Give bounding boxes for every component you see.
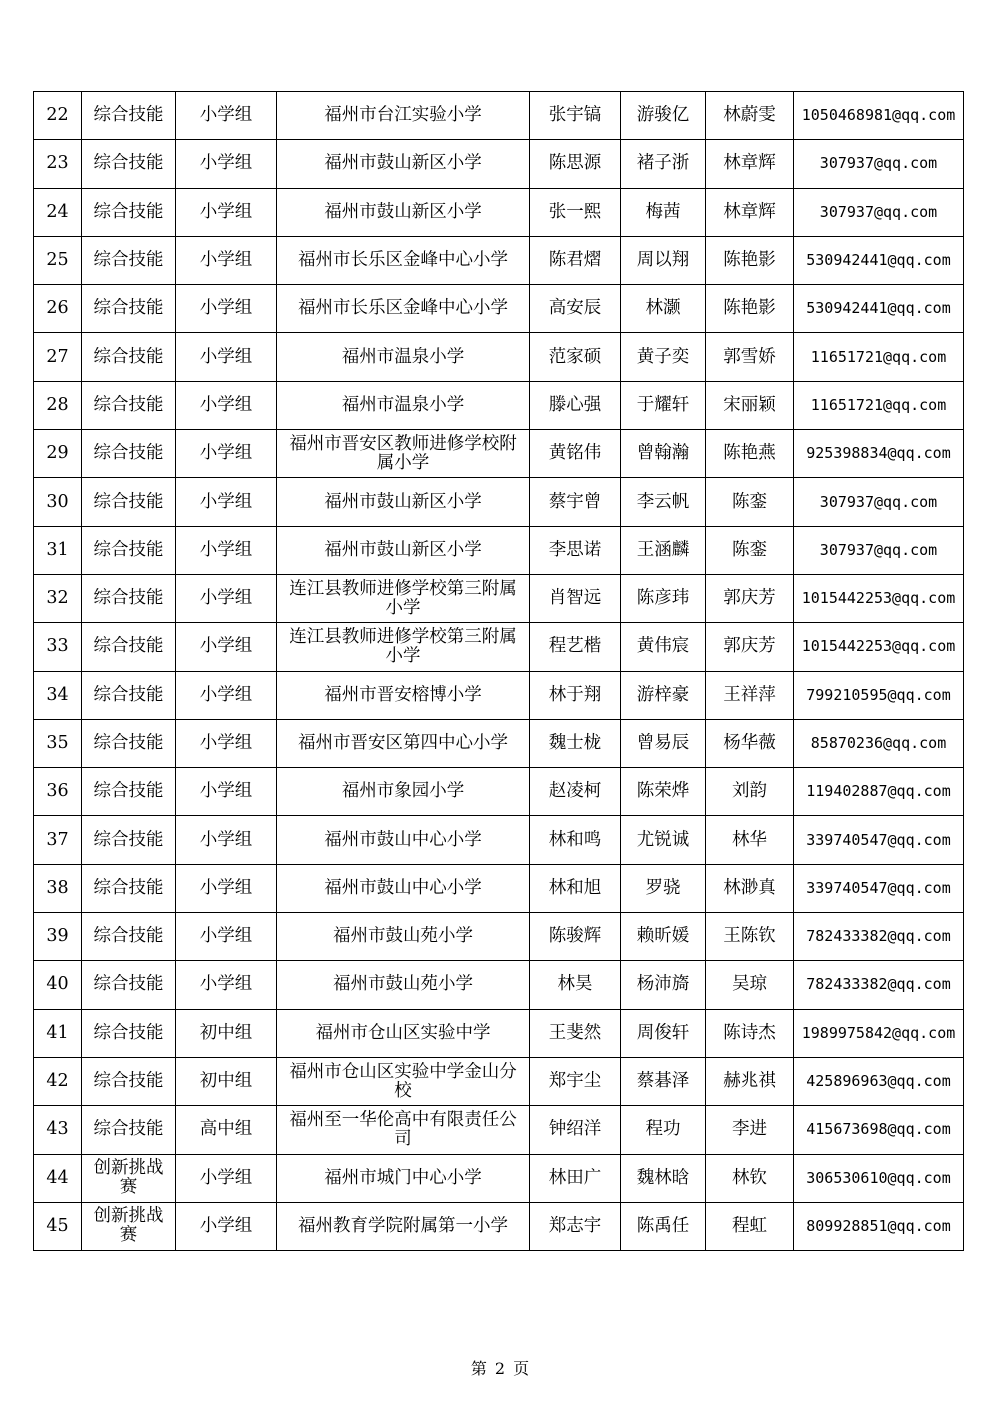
cell-member2: 程功: [621, 1106, 706, 1154]
table-row: [34, 1154, 964, 1202]
cell-no: 40: [34, 961, 82, 1009]
cell-school: 福州市鼓山中心小学: [277, 864, 530, 912]
cell-no: 32: [34, 574, 82, 622]
cell-category: 综合技能: [82, 478, 176, 526]
cell-member1: 陈君熠: [530, 236, 621, 284]
cell-email: 782433382@qq.com: [794, 961, 964, 1009]
cell-email: 782433382@qq.com: [794, 913, 964, 961]
cell-category: 综合技能: [82, 1009, 176, 1057]
table-row: [34, 285, 964, 333]
cell-member2: 赖昕媛: [621, 913, 706, 961]
cell-member2: 陈禹任: [621, 1202, 706, 1250]
table-row: [34, 1202, 964, 1250]
cell-email: 339740547@qq.com: [794, 816, 964, 864]
cell-teacher: 吴琼: [706, 961, 794, 1009]
cell-school: 福州市城门中心小学: [277, 1154, 530, 1202]
cell-group: 小学组: [176, 961, 277, 1009]
cell-category: 综合技能: [82, 140, 176, 188]
cell-no: 30: [34, 478, 82, 526]
cell-school: 福州教育学院附属第一小学: [277, 1202, 530, 1250]
cell-group: 小学组: [176, 478, 277, 526]
cell-member2: 曾易辰: [621, 719, 706, 767]
cell-group: 小学组: [176, 333, 277, 381]
table-row: [34, 236, 964, 284]
cell-teacher: 陈艳影: [706, 236, 794, 284]
table-row: [34, 623, 964, 671]
cell-group: 小学组: [176, 574, 277, 622]
cell-email: 307937@qq.com: [794, 478, 964, 526]
cell-school: 福州市温泉小学: [277, 333, 530, 381]
cell-group: 小学组: [176, 1154, 277, 1202]
cell-teacher: 赫兆祺: [706, 1057, 794, 1105]
cell-email: 307937@qq.com: [794, 188, 964, 236]
cell-school: 福州市鼓山苑小学: [277, 913, 530, 961]
cell-no: 25: [34, 236, 82, 284]
cell-member1: 程艺楷: [530, 623, 621, 671]
cell-no: 42: [34, 1057, 82, 1105]
table-row: [34, 719, 964, 767]
cell-member1: 钟绍洋: [530, 1106, 621, 1154]
table-row: [34, 913, 964, 961]
cell-group: 小学组: [176, 381, 277, 429]
cell-school: 福州市晋安榕博小学: [277, 671, 530, 719]
cell-category: 综合技能: [82, 623, 176, 671]
cell-member1: 王斐然: [530, 1009, 621, 1057]
cell-member1: 郑志宇: [530, 1202, 621, 1250]
cell-group: 小学组: [176, 140, 277, 188]
cell-email: 11651721@qq.com: [794, 333, 964, 381]
cell-category: 综合技能: [82, 864, 176, 912]
cell-no: 33: [34, 623, 82, 671]
cell-school: 福州市鼓山新区小学: [277, 526, 530, 574]
table-row: [34, 92, 964, 140]
table-row: [34, 574, 964, 622]
cell-member1: 滕心强: [530, 381, 621, 429]
cell-member1: 张一熙: [530, 188, 621, 236]
cell-member1: 肖智远: [530, 574, 621, 622]
cell-category: 创新挑战赛: [82, 1154, 176, 1202]
cell-member1: 高安辰: [530, 285, 621, 333]
cell-school: 连江县教师进修学校第三附属小学: [277, 623, 530, 671]
cell-email: 119402887@qq.com: [794, 768, 964, 816]
cell-teacher: 林渺真: [706, 864, 794, 912]
table-row: [34, 333, 964, 381]
cell-category: 综合技能: [82, 671, 176, 719]
cell-group: 小学组: [176, 1202, 277, 1250]
cell-member1: 陈思源: [530, 140, 621, 188]
cell-school: 福州至一华伦高中有限责任公司: [277, 1106, 530, 1154]
cell-school: 福州市鼓山苑小学: [277, 961, 530, 1009]
cell-category: 综合技能: [82, 913, 176, 961]
cell-teacher: 林章辉: [706, 188, 794, 236]
cell-member1: 郑宇尘: [530, 1057, 621, 1105]
cell-no: 29: [34, 430, 82, 478]
cell-member1: 林田广: [530, 1154, 621, 1202]
cell-email: 307937@qq.com: [794, 526, 964, 574]
cell-category: 综合技能: [82, 285, 176, 333]
cell-member2: 陈彦玮: [621, 574, 706, 622]
cell-category: 综合技能: [82, 188, 176, 236]
cell-category: 综合技能: [82, 333, 176, 381]
cell-category: 综合技能: [82, 1057, 176, 1105]
cell-school: 福州市晋安区第四中心小学: [277, 719, 530, 767]
cell-school: 福州市台江实验小学: [277, 92, 530, 140]
cell-member2: 陈荣烨: [621, 768, 706, 816]
cell-category: 综合技能: [82, 236, 176, 284]
cell-teacher: 郭庆芳: [706, 574, 794, 622]
cell-group: 小学组: [176, 768, 277, 816]
cell-member1: 李思诺: [530, 526, 621, 574]
table-row: [34, 430, 964, 478]
cell-teacher: 陈銮: [706, 478, 794, 526]
table-row: [34, 1009, 964, 1057]
cell-teacher: 郭雪娇: [706, 333, 794, 381]
cell-member1: 范家硕: [530, 333, 621, 381]
cell-school: 福州市晋安区教师进修学校附属小学: [277, 430, 530, 478]
cell-school: 福州市鼓山中心小学: [277, 816, 530, 864]
cell-member2: 魏林晗: [621, 1154, 706, 1202]
cell-teacher: 王陈钦: [706, 913, 794, 961]
cell-category: 综合技能: [82, 574, 176, 622]
cell-category: 综合技能: [82, 430, 176, 478]
cell-teacher: 刘韵: [706, 768, 794, 816]
cell-no: 36: [34, 768, 82, 816]
cell-category: 综合技能: [82, 92, 176, 140]
cell-teacher: 杨华薇: [706, 719, 794, 767]
cell-teacher: 郭庆芳: [706, 623, 794, 671]
table-row: [34, 526, 964, 574]
cell-group: 小学组: [176, 236, 277, 284]
cell-member1: 张宇镐: [530, 92, 621, 140]
cell-email: 11651721@qq.com: [794, 381, 964, 429]
cell-no: 45: [34, 1202, 82, 1250]
cell-no: 27: [34, 333, 82, 381]
cell-group: 初中组: [176, 1057, 277, 1105]
cell-member1: 陈骏辉: [530, 913, 621, 961]
table-row: [34, 1106, 964, 1154]
cell-category: 综合技能: [82, 961, 176, 1009]
cell-no: 24: [34, 188, 82, 236]
table-row: [34, 140, 964, 188]
cell-member2: 罗骁: [621, 864, 706, 912]
cell-member2: 褚子浙: [621, 140, 706, 188]
cell-email: 1050468981@qq.com: [794, 92, 964, 140]
cell-teacher: 陈銮: [706, 526, 794, 574]
cell-member1: 林于翔: [530, 671, 621, 719]
cell-member1: 黄铭伟: [530, 430, 621, 478]
page-suffix: 页: [513, 1359, 530, 1378]
cell-member1: 林昊: [530, 961, 621, 1009]
cell-school: 福州市鼓山新区小学: [277, 140, 530, 188]
cell-email: 1015442253@qq.com: [794, 623, 964, 671]
cell-no: 22: [34, 92, 82, 140]
cell-group: 小学组: [176, 188, 277, 236]
table-row: [34, 768, 964, 816]
cell-school: 福州市鼓山新区小学: [277, 188, 530, 236]
cell-no: 23: [34, 140, 82, 188]
cell-no: 34: [34, 671, 82, 719]
cell-group: 小学组: [176, 623, 277, 671]
table-row: [34, 1057, 964, 1105]
table-row: [34, 188, 964, 236]
cell-no: 38: [34, 864, 82, 912]
cell-no: 41: [34, 1009, 82, 1057]
cell-group: 小学组: [176, 430, 277, 478]
cell-category: 综合技能: [82, 1106, 176, 1154]
cell-email: 307937@qq.com: [794, 140, 964, 188]
cell-group: 小学组: [176, 671, 277, 719]
cell-email: 1015442253@qq.com: [794, 574, 964, 622]
cell-group: 小学组: [176, 526, 277, 574]
cell-member1: 蔡宇曾: [530, 478, 621, 526]
cell-email: 85870236@qq.com: [794, 719, 964, 767]
cell-group: 小学组: [176, 816, 277, 864]
cell-no: 28: [34, 381, 82, 429]
cell-teacher: 林章辉: [706, 140, 794, 188]
cell-school: 福州市象园小学: [277, 768, 530, 816]
roster-table: [33, 91, 964, 1251]
table-row: [34, 671, 964, 719]
cell-category: 综合技能: [82, 768, 176, 816]
cell-member2: 曾翰瀚: [621, 430, 706, 478]
cell-no: 44: [34, 1154, 82, 1202]
cell-no: 37: [34, 816, 82, 864]
table-row: [34, 816, 964, 864]
cell-group: 小学组: [176, 913, 277, 961]
page-number: 2: [494, 1359, 506, 1378]
cell-member2: 于耀轩: [621, 381, 706, 429]
cell-member2: 游梓豪: [621, 671, 706, 719]
cell-member2: 林灏: [621, 285, 706, 333]
cell-group: 高中组: [176, 1106, 277, 1154]
cell-school: 福州市仓山区实验中学: [277, 1009, 530, 1057]
cell-school: 福州市长乐区金峰中心小学: [277, 236, 530, 284]
cell-teacher: 宋丽颖: [706, 381, 794, 429]
cell-member2: 游骏亿: [621, 92, 706, 140]
cell-no: 39: [34, 913, 82, 961]
cell-group: 初中组: [176, 1009, 277, 1057]
cell-member2: 王涵麟: [621, 526, 706, 574]
cell-member2: 李云帆: [621, 478, 706, 526]
cell-category: 创新挑战赛: [82, 1202, 176, 1250]
cell-member1: 赵凌柯: [530, 768, 621, 816]
cell-category: 综合技能: [82, 381, 176, 429]
cell-email: 1989975842@qq.com: [794, 1009, 964, 1057]
cell-email: 415673698@qq.com: [794, 1106, 964, 1154]
cell-teacher: 李进: [706, 1106, 794, 1154]
table-row: [34, 478, 964, 526]
cell-member2: 黄伟宸: [621, 623, 706, 671]
cell-school: 福州市鼓山新区小学: [277, 478, 530, 526]
cell-category: 综合技能: [82, 719, 176, 767]
cell-member2: 蔡碁泽: [621, 1057, 706, 1105]
cell-group: 小学组: [176, 285, 277, 333]
cell-email: 809928851@qq.com: [794, 1202, 964, 1250]
cell-email: 530942441@qq.com: [794, 285, 964, 333]
cell-school: 福州市仓山区实验中学金山分校: [277, 1057, 530, 1105]
cell-teacher: 林钦: [706, 1154, 794, 1202]
cell-teacher: 程虹: [706, 1202, 794, 1250]
cell-school: 连江县教师进修学校第三附属小学: [277, 574, 530, 622]
cell-teacher: 陈艳燕: [706, 430, 794, 478]
table-row: [34, 961, 964, 1009]
cell-member1: 林和鸣: [530, 816, 621, 864]
cell-group: 小学组: [176, 719, 277, 767]
cell-member2: 周以翔: [621, 236, 706, 284]
cell-teacher: 林蔚雯: [706, 92, 794, 140]
cell-school: 福州市温泉小学: [277, 381, 530, 429]
cell-no: 43: [34, 1106, 82, 1154]
cell-no: 35: [34, 719, 82, 767]
cell-teacher: 陈艳影: [706, 285, 794, 333]
cell-teacher: 林华: [706, 816, 794, 864]
cell-member1: 魏士栊: [530, 719, 621, 767]
cell-email: 339740547@qq.com: [794, 864, 964, 912]
cell-member2: 尤锐诚: [621, 816, 706, 864]
cell-email: 530942441@qq.com: [794, 236, 964, 284]
cell-member2: 周俊轩: [621, 1009, 706, 1057]
cell-teacher: 王祥萍: [706, 671, 794, 719]
page-prefix: 第: [470, 1359, 487, 1378]
cell-group: 小学组: [176, 864, 277, 912]
table-row: [34, 864, 964, 912]
cell-group: 小学组: [176, 92, 277, 140]
cell-teacher: 陈诗杰: [706, 1009, 794, 1057]
cell-email: 799210595@qq.com: [794, 671, 964, 719]
cell-email: 425896963@qq.com: [794, 1057, 964, 1105]
cell-member2: 黄子奕: [621, 333, 706, 381]
cell-member1: 林和旭: [530, 864, 621, 912]
cell-member2: 梅茜: [621, 188, 706, 236]
cell-member2: 杨沛旖: [621, 961, 706, 1009]
cell-category: 综合技能: [82, 816, 176, 864]
cell-email: 925398834@qq.com: [794, 430, 964, 478]
cell-no: 26: [34, 285, 82, 333]
cell-school: 福州市长乐区金峰中心小学: [277, 285, 530, 333]
page-footer: [0, 1356, 1000, 1379]
table-row: [34, 381, 964, 429]
cell-email: 306530610@qq.com: [794, 1154, 964, 1202]
cell-category: 综合技能: [82, 526, 176, 574]
cell-no: 31: [34, 526, 82, 574]
